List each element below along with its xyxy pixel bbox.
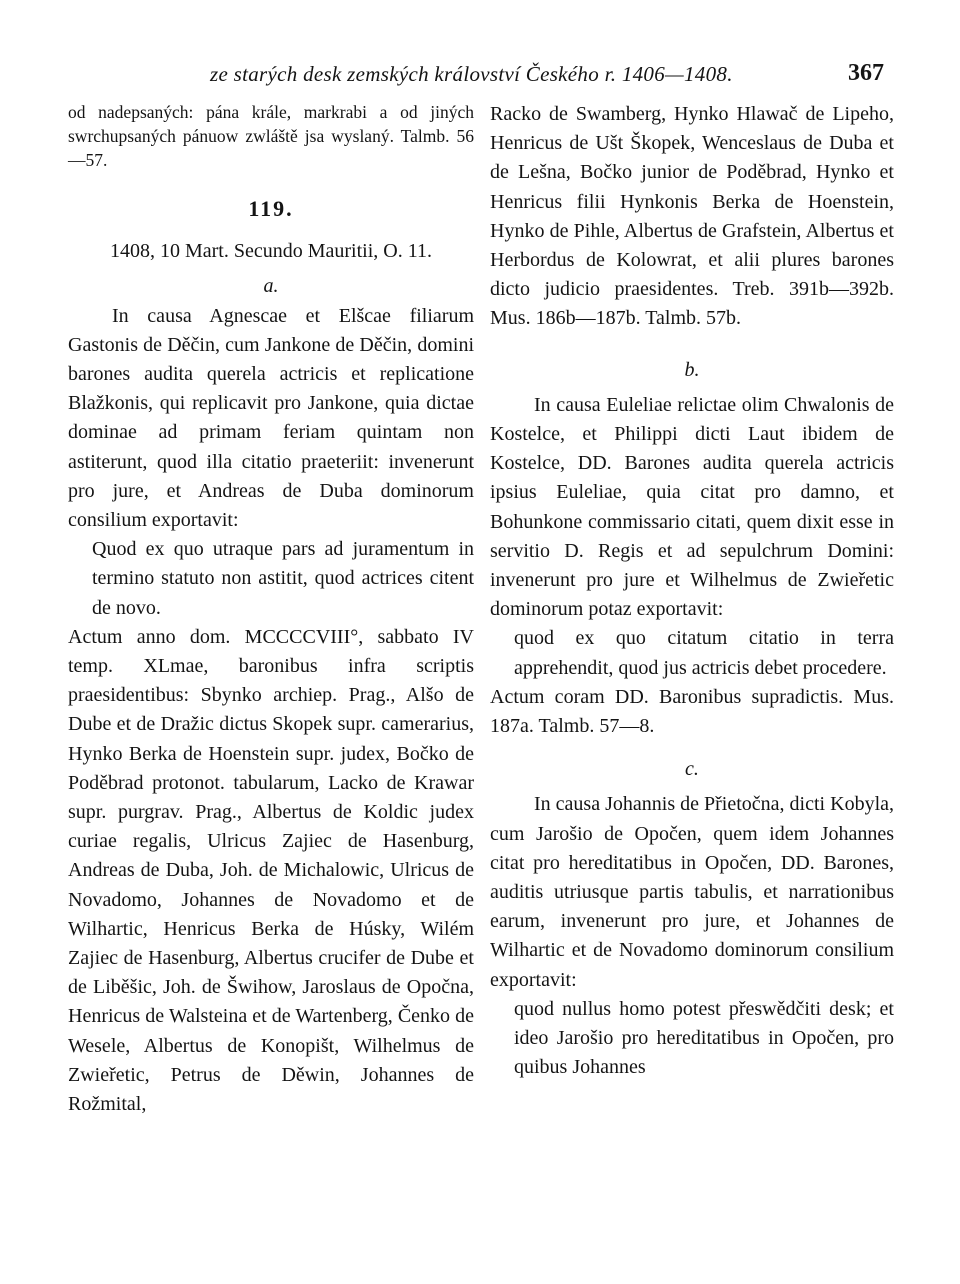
section-label-a: a.: [263, 275, 279, 298]
case-paragraph-a: In causa Agnescae et Elšcae filiarum Gastonis de Děčin, cum Jankone de Děčin, domini barones audita querela actricis et replicatione Blažkonis, qui replicavit pro Jankone, quia dictae dominae ad primam feriam quintam non astiterunt, quod illa citatio praeteriit: invenerunt pro jure, et Andreas de Duba dominorum consilium exportavit:: [68, 304, 474, 532]
entry-date: 1408, 10 Mart. Secundo Mauritii, O. 11.: [109, 240, 432, 263]
page-header: [0, 58, 960, 94]
intro-paragraph: od nadepsaných: pána krále, markrabi a od jiných swrchupsaných pánuow zwláště jsa wyslaný. Talmb. 56—57.: [68, 102, 474, 170]
section-label-b: b.: [684, 358, 700, 381]
left-column: [68, 100, 474, 1119]
right-column: [490, 100, 894, 1083]
continued-paragraph: Racko de Swamberg, Hynko Hlawač de Lipeho, Henricus de Ušt Škopek, Wenceslaus de Duba et de Lešna, Bočko junior de Poděbrad, Hynko et Henricus filii Hynkonis Berka de Hoenstein, Hynko de Pihle, Albertus de Grafstein, Albertus et Herbordus de Kolowrat, et alii plures barones dicto judicio praesidentes. Treb. 391b—392b. Mus. 186b—187b. Talmb. 57b.: [490, 103, 894, 330]
actum-paragraph: Actum anno dom. MCCCCVIII°, sabbato IV temp. XLmae, baronibus infra scriptis praesidentibus: Sbynko archiep. Prag., Alšo de Dube et de Dražic dictus Skopek supr. camerarius, Hynko Berka de Hoenstein supr. judex, Bočko de Poděbrad protonot. tabularum, Lacko de Krawar supr. purgrav. Prag., Albertus de Koldic judex curiae regalis, Ulricus Zajiec de Hasenburg, Andreas de Duba, Joh. de Michalowic, Ulricus de Novadomo, Johannes de Novadomo et de Wilhartic, Henricus Berka de Húsky, Wilém Zajiec de Hasenburg, Albertus crucifer de Dube et de Liběšic, Joh. de Šwihow, Jaroslaus de Opočna, Henricus de Walsteina et de Wartenberg, Čenko de Wesele, Albertus de Konopišt, Wilhelmus de Zwieřetic, Petrus de Děwin, Johannes de Rožmital,: [68, 625, 474, 1116]
verdict-quote-c: quod nullus homo potest přeswědčiti desk; et ideo Jarošio pro hereditatibus in Opočen, pro quibus Johannes: [514, 997, 894, 1079]
verdict-quote-b: quod ex quo citatum citatio in terra apprehendit, quod jus actricis debet procedere.: [514, 627, 894, 679]
case-paragraph-b: In causa Euleliae relictae olim Chwalonis de Kostelce, et Philippi dicti Laut ibidem de Kostelce, DD. Barones audita querela actricis ipsius Euleliae, quia citat pro damno, et Bohunkone commissario citati, quem dixit esse in servitio D. Regis et ad sepulchrum Domini: invenerunt pro jure et Wilhelmus de Zwieřetic dominorum potaz exportavit:: [490, 393, 894, 621]
actum-paragraph-b: Actum coram DD. Baronibus supradictis. Mus. 187a. Talmb. 57—8.: [490, 685, 894, 738]
running-title: ze starých desk zemských království Českého r. 1406—1408.: [210, 62, 733, 86]
case-paragraph-c: In causa Johannis de Přietočna, dicti Kobyla, cum Jarošio de Opočen, quem idem Johannes citat pro hereditatibus in Opočen, DD. Barones, auditis utriusque partis tabulis, et narrationibus earum, invenerunt pro jure, et Johannes de Wilhartic et de Novadomo dominorum consilium exportavit:: [490, 793, 894, 991]
section-label-c: c.: [685, 758, 699, 781]
verdict-quote-a: Quod ex quo utraque pars ad juramentum in termino statuto non astitit, quod actrices citent de novo.: [92, 538, 474, 619]
entry-number: 119.: [248, 196, 294, 221]
page-number: 367: [848, 60, 884, 86]
